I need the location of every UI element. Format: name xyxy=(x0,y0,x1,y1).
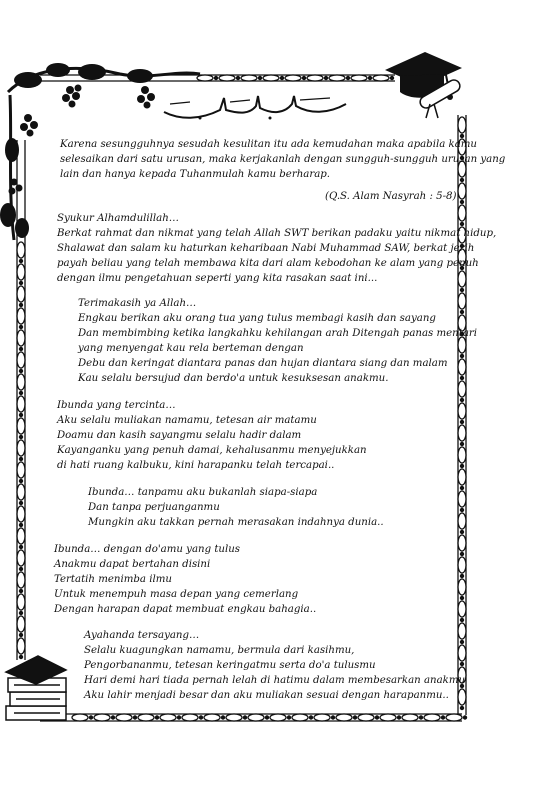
quote-source: (Q.S. Alam Nasyrah : 5-8) xyxy=(325,191,457,202)
text-line: Aku selalu muliakan namamu, tetesan air matamu xyxy=(57,415,317,426)
chain-link xyxy=(270,714,286,721)
chain-link xyxy=(17,506,25,522)
chain-link xyxy=(17,616,25,632)
chain-knot xyxy=(214,76,218,80)
chain-link xyxy=(219,75,235,81)
chain-knot xyxy=(19,611,23,615)
text-line: Tertatih menimba ilmu xyxy=(54,574,172,585)
chain-knot xyxy=(19,589,23,593)
chain-knot xyxy=(258,76,262,80)
chain-link xyxy=(17,440,25,456)
chain-knot xyxy=(221,715,225,719)
chain-knot xyxy=(331,715,335,719)
chain-links-right xyxy=(458,117,466,710)
chain-link xyxy=(241,75,257,81)
chain-link xyxy=(17,594,25,610)
chain-knot xyxy=(441,715,445,719)
chain-knot xyxy=(460,706,464,710)
chain-link xyxy=(458,403,466,419)
chain-knot xyxy=(19,413,23,417)
chain-knot xyxy=(111,715,115,719)
text-line: Berkat rahmat dan nikmat yang telah Allah SWT berikan padaku yaitu nikmat hidup, xyxy=(57,228,497,239)
chain-knot xyxy=(463,715,467,719)
text-line: Ibunda… tanpamu aku bukanlah siapa-siapa xyxy=(88,487,318,498)
chain-link xyxy=(17,396,25,412)
quran-quote xyxy=(60,137,505,182)
chain-knot xyxy=(397,715,401,719)
chain-knot xyxy=(280,76,284,80)
text-line: Shalawat dan salam ku haturkan keharibaan Nabi Muhammad SAW, berkat jerih xyxy=(57,243,475,254)
chain-knot xyxy=(460,420,464,424)
chain-knot xyxy=(460,530,464,534)
chain-link xyxy=(424,714,440,721)
text-line: dengan ilmu pengetahuan seperti yang kita rasakan saat ini... xyxy=(57,273,378,284)
quote-line: lain dan hanya kepada Tuhanmulah kamu berharap. xyxy=(60,169,331,180)
chain-link xyxy=(160,714,176,721)
chain-knot xyxy=(460,508,464,512)
chain-link xyxy=(458,469,466,485)
chain-link xyxy=(458,183,466,199)
chain-link xyxy=(351,75,367,81)
text-line: Aku lahir menjadi besar dan aku muliakan sesuai dengan harapanmu.. xyxy=(84,690,449,701)
quote-line: Karena sesungguhnya sesudah kesulitan itu ada kemudahan maka apabila kamu xyxy=(60,139,477,150)
chain-link xyxy=(314,714,330,721)
text-line: Terimakasih ya Allah… xyxy=(78,298,197,309)
chain-links-left xyxy=(17,242,25,659)
chain-links-bottom xyxy=(72,714,467,721)
paragraph-ibunda-tercinta xyxy=(57,398,367,473)
chain-knot xyxy=(19,523,23,527)
quote-line: selesaikan dari satu urusan, maka kerjakanlah dengan sungguh-sungguh urusan yang xyxy=(60,154,506,165)
chain-link xyxy=(17,352,25,368)
chain-link xyxy=(116,714,132,721)
chain-link xyxy=(402,714,418,721)
chain-knot xyxy=(460,618,464,622)
chain-link xyxy=(226,714,242,721)
chain-link xyxy=(458,535,466,551)
text-line: di hati ruang kalbuku, kini harapanku telah tercapai.. xyxy=(57,460,335,471)
books-icon xyxy=(6,656,66,720)
chain-knot xyxy=(19,655,23,659)
chain-link xyxy=(204,714,220,721)
chain-link xyxy=(458,117,466,133)
chain-knot xyxy=(375,715,379,719)
chain-link xyxy=(17,286,25,302)
chain-knot xyxy=(346,76,350,80)
bismillah-calligraphy xyxy=(160,92,350,122)
chain-knot xyxy=(460,442,464,446)
chain-link xyxy=(17,418,25,434)
chain-knot xyxy=(390,76,394,80)
text-line: Selalu kuagungkan namamu, bermula dari kasihmu, xyxy=(84,645,355,656)
chain-knot xyxy=(324,76,328,80)
chain-link xyxy=(373,75,389,81)
text-line: Ibunda… dengan do'amu yang tulus xyxy=(54,544,241,555)
chain-link xyxy=(458,513,466,529)
chain-knot xyxy=(460,288,464,292)
chain-link xyxy=(17,638,25,654)
chain-knot xyxy=(133,715,137,719)
text-line: Dengan harapan dapat membuat engkau bahagia.. xyxy=(54,604,317,615)
chain-link xyxy=(17,462,25,478)
chain-link xyxy=(458,491,466,507)
text-line: Dan membimbing ketika langkahku kehilangan arah Ditengah panas mentari xyxy=(78,328,478,339)
text-line: Untuk menempuh masa depan yang cemerlang xyxy=(54,589,299,600)
chain-links-top xyxy=(197,75,394,81)
chain-knot xyxy=(19,303,23,307)
text-line: payah beliau yang telah membawa kita dari alam kebodohan ke alam yang penuh xyxy=(57,258,479,269)
chain-link xyxy=(380,714,396,721)
text-line: Kau selalu bersujud dan berdo'a untuk kesuksesan anakmu. xyxy=(78,373,389,384)
chain-link xyxy=(17,528,25,544)
paragraph-syukur xyxy=(57,211,496,286)
text-line: Kayanganku yang penuh damai, kehalusanmu menyejukkan xyxy=(57,445,367,456)
text-line: Engkau berikan aku orang tua yang tulus membagi kasih dan sayang xyxy=(78,313,436,324)
chain-knot xyxy=(19,457,23,461)
chain-link xyxy=(458,601,466,617)
chain-knot xyxy=(460,486,464,490)
chain-link xyxy=(329,75,345,81)
chain-knot xyxy=(460,200,464,204)
paragraph-terimakasih xyxy=(78,296,477,386)
chain-knot xyxy=(19,369,23,373)
chain-link xyxy=(17,484,25,500)
chain-link xyxy=(292,714,308,721)
text-line: Mungkin aku takkan pernah merasakan indahnya dunia.. xyxy=(88,517,384,528)
chain-link xyxy=(138,714,154,721)
chain-link xyxy=(182,714,198,721)
paragraph-ayahanda xyxy=(84,628,465,703)
chain-knot xyxy=(265,715,269,719)
paragraph-ibunda-doa xyxy=(54,542,316,617)
chain-link xyxy=(17,264,25,280)
chain-knot xyxy=(19,281,23,285)
chain-knot xyxy=(19,479,23,483)
chain-link xyxy=(458,447,466,463)
chain-link xyxy=(94,714,110,721)
chain-knot xyxy=(460,464,464,468)
chain-link xyxy=(336,714,352,721)
chain-knot xyxy=(19,325,23,329)
chain-knot xyxy=(460,574,464,578)
chain-knot xyxy=(19,347,23,351)
paragraph-ibunda-tanpamu xyxy=(88,485,384,530)
chain-knot xyxy=(199,715,203,719)
chain-link xyxy=(263,75,279,81)
text-line: Hari demi hari tiada pernah lelah di hatimu dalam membesarkan anakmu xyxy=(84,675,466,686)
chain-link xyxy=(446,714,462,721)
chain-knot xyxy=(177,715,181,719)
chain-knot xyxy=(155,715,159,719)
chain-link xyxy=(17,550,25,566)
chain-knot xyxy=(19,633,23,637)
chain-knot xyxy=(309,715,313,719)
chain-link xyxy=(72,714,88,721)
chain-link xyxy=(458,579,466,595)
text-line: yang menyengat kau rela berteman dengan xyxy=(78,343,304,354)
chain-knot xyxy=(460,552,464,556)
text-line: Pengorbananmu, tetesan keringatmu serta do'a tulusmu xyxy=(84,660,376,671)
chain-knot xyxy=(419,715,423,719)
chain-knot xyxy=(89,715,93,719)
chain-knot xyxy=(302,76,306,80)
chain-link xyxy=(197,75,213,81)
chain-link xyxy=(458,557,466,573)
chain-link xyxy=(17,242,25,258)
chain-knot xyxy=(19,259,23,263)
chain-link xyxy=(285,75,301,81)
text-line: Doamu dan kasih sayangmu selalu hadir dalam xyxy=(57,430,302,441)
chain-knot xyxy=(19,435,23,439)
text-line: Debu dan keringat diantara panas dan hujan diantara siang dan malam xyxy=(78,358,448,369)
text-line: Syukur Alhamdulillah… xyxy=(57,213,179,224)
chain-knot xyxy=(243,715,247,719)
chain-knot xyxy=(19,545,23,549)
chain-knot xyxy=(19,501,23,505)
chain-link xyxy=(307,75,323,81)
chain-knot xyxy=(287,715,291,719)
text-line: Ibunda yang tercinta… xyxy=(57,400,176,411)
chain-knot xyxy=(19,567,23,571)
chain-knot xyxy=(236,76,240,80)
chain-link xyxy=(17,374,25,390)
chain-link xyxy=(358,714,374,721)
chain-link xyxy=(17,572,25,588)
chain-knot xyxy=(460,398,464,402)
text-line: Anakmu dapat bertahan disini xyxy=(54,559,211,570)
text-line: Dan tanpa perjuanganmu xyxy=(88,502,220,513)
chain-knot xyxy=(19,391,23,395)
chain-knot xyxy=(368,76,372,80)
chain-link xyxy=(17,308,25,324)
chain-link xyxy=(17,330,25,346)
chain-link xyxy=(458,425,466,441)
chain-knot xyxy=(353,715,357,719)
chain-knot xyxy=(460,596,464,600)
text-line: Ayahanda tersayang… xyxy=(84,630,200,641)
chain-link xyxy=(248,714,264,721)
